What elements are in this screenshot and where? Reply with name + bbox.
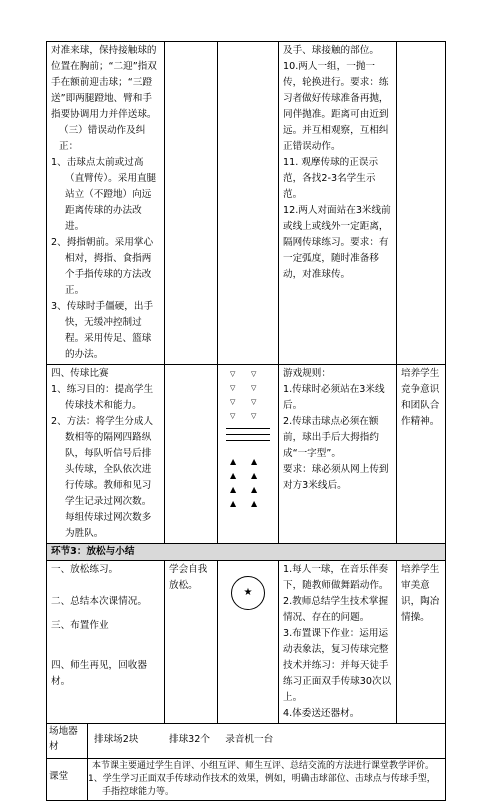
empty-cell	[165, 365, 218, 544]
relax-method: 2.教师总结学生技术掌握情况、存在的问题。	[283, 596, 389, 623]
correction-item: 1、击球点太前或过高（直臂传）。采用直腿站立（不蹬地）向远距离传球的办法改进。	[51, 157, 157, 232]
solid-triangle-icon: ▲	[230, 457, 237, 466]
solid-triangle-group	[222, 454, 274, 510]
hollow-triangle-icon: ▽	[251, 370, 257, 378]
equipment-content: 排球场2块 排球32个 录音机一台	[94, 734, 274, 745]
circle-formation	[231, 576, 265, 610]
relax-goal-cell	[165, 561, 218, 724]
correction-title: （三）错误动作及纠正：	[59, 125, 146, 152]
game-item: 1、练习目的：提高学生传球技术和能力。	[51, 384, 154, 411]
relax-item: 一、放松练习。	[51, 564, 119, 575]
correction-item: 2、拇指朝前。采用掌心相对，拇指、食指两个手指传球的方法改正。	[51, 237, 154, 296]
hollow-triangle-group	[222, 366, 274, 422]
review-line: 1、学生学习正面双手传球动作技术的效果，例如，明确击球部位、击球点与传球手型，手指控球能力等。	[88, 774, 436, 797]
review-label: 课堂	[47, 759, 88, 800]
equipment-cell	[47, 724, 446, 759]
game-rule: 2.传球击球点必须在额前，球出手后大拇指约成“一字型”。	[283, 416, 379, 459]
game-rule: 1.传球时必须站在3米线后。	[283, 384, 385, 411]
relax-method-cell	[279, 561, 397, 724]
star-icon: ★	[243, 587, 253, 598]
solid-triangle-icon: ▲	[251, 499, 258, 508]
practice-text: 11. 观摩传球的正误示范，各找2-3名学生示范。	[283, 157, 379, 200]
relax-goal-text: 学会自我放松。	[169, 564, 208, 591]
relax-content-cell	[47, 561, 165, 724]
empty-cell	[397, 42, 446, 365]
correction-item: 3、传球时手僵硬，出手快，无缓冲控制过程。采用传足、篮球的办法。	[51, 301, 154, 360]
relax-diagram-cell	[218, 561, 279, 724]
hollow-triangle-icon: ▽	[230, 398, 236, 406]
game-rules-title: 游戏规则：	[283, 368, 331, 379]
game-title: 四、传球比赛	[51, 368, 109, 379]
relax-method: 4.体委送还器材。	[283, 708, 360, 719]
game-item: 2、方法：将学生分成人数相等的隔网四路纵队，每队听信号后排头传球，全队依次进行传球。教师和见习学生记录过网次数。每组传球过网次数多为胜队。	[51, 416, 154, 539]
game-rule: 要求：球必须从网上传到对方3米线后。	[283, 464, 389, 491]
practice-text: 12.两人对面站在3米线前或线上或线外一定距离，隔网传球练习。要求：有一定弧度，随时准备移动，对准球传。	[283, 205, 391, 280]
hollow-triangle-icon: ▽	[230, 412, 236, 420]
solid-triangle-icon: ▲	[230, 485, 237, 494]
empty-cell	[165, 42, 218, 365]
review-cell	[47, 759, 446, 801]
solid-triangle-icon: ▲	[230, 471, 237, 480]
empty-cell	[218, 42, 279, 365]
relax-method: 3.布置课下作业：运用运动表象法，复习传球完整技术并练习：并每天徒手练习正面双手传球30次以上。	[283, 628, 392, 703]
solid-triangle-icon: ▲	[251, 457, 258, 466]
review-line: 本节课主要通过学生自评、小组互评、师生互评、总结交流的方法进行课堂教学评价。	[92, 761, 435, 771]
practice-content-cell	[279, 42, 397, 365]
section-title: 环节3：放松与小结	[47, 544, 446, 561]
formation-diagram-cell	[218, 365, 279, 544]
technique-content-cell	[47, 42, 165, 365]
hollow-triangle-icon: ▽	[251, 398, 257, 406]
row-equipment	[47, 724, 446, 759]
hollow-triangle-icon: ▽	[251, 384, 257, 392]
row-game	[47, 365, 446, 544]
net-lines	[226, 428, 270, 446]
row-technique	[47, 42, 446, 365]
row-relax	[47, 561, 446, 724]
solid-triangle-icon: ▲	[230, 499, 237, 508]
relax-purpose-text: 培养学生审美意识，陶冶情操。	[401, 564, 440, 623]
relax-item: 二、总结本次课情况。	[51, 596, 147, 607]
equipment-label: 场地器材	[47, 724, 88, 758]
relax-item: 四、师生再见，回收器材。	[51, 660, 147, 687]
relax-purpose-cell	[397, 561, 446, 724]
hollow-triangle-icon: ▽	[230, 370, 236, 378]
game-content-cell	[47, 365, 165, 544]
row-review	[47, 759, 446, 801]
section-header-row	[47, 544, 446, 561]
relax-method: 1.每人一球，在音乐伴奏下，随教师做舞蹈动作。	[283, 564, 389, 591]
hollow-triangle-icon: ▽	[251, 412, 257, 420]
game-goal-text: 培养学生竞争意识和团队合作精神。	[401, 368, 440, 427]
lesson-plan-table	[46, 41, 446, 801]
game-goal-cell	[397, 365, 446, 544]
technique-text: 对准来球，保持接触球的位置在胸前；“二迎”指双手在额前迎击球；“三蹬送”即两腿蹬地、臂和手指要协调用力并伴送球。	[51, 45, 157, 120]
practice-text: 及手、球接触的部位。	[283, 45, 379, 56]
solid-triangle-icon: ▲	[251, 485, 258, 494]
game-rules-cell	[279, 365, 397, 544]
solid-triangle-icon: ▲	[251, 471, 258, 480]
relax-item: 三、布置作业	[51, 620, 109, 631]
hollow-triangle-icon: ▽	[230, 384, 236, 392]
practice-text: 10.两人一组，一抛一传，轮换进行。要求：练习者做好传球准备再抛，同伴抛准。距离可由近到远。并互相观察，互相纠正错误动作。	[283, 61, 389, 152]
